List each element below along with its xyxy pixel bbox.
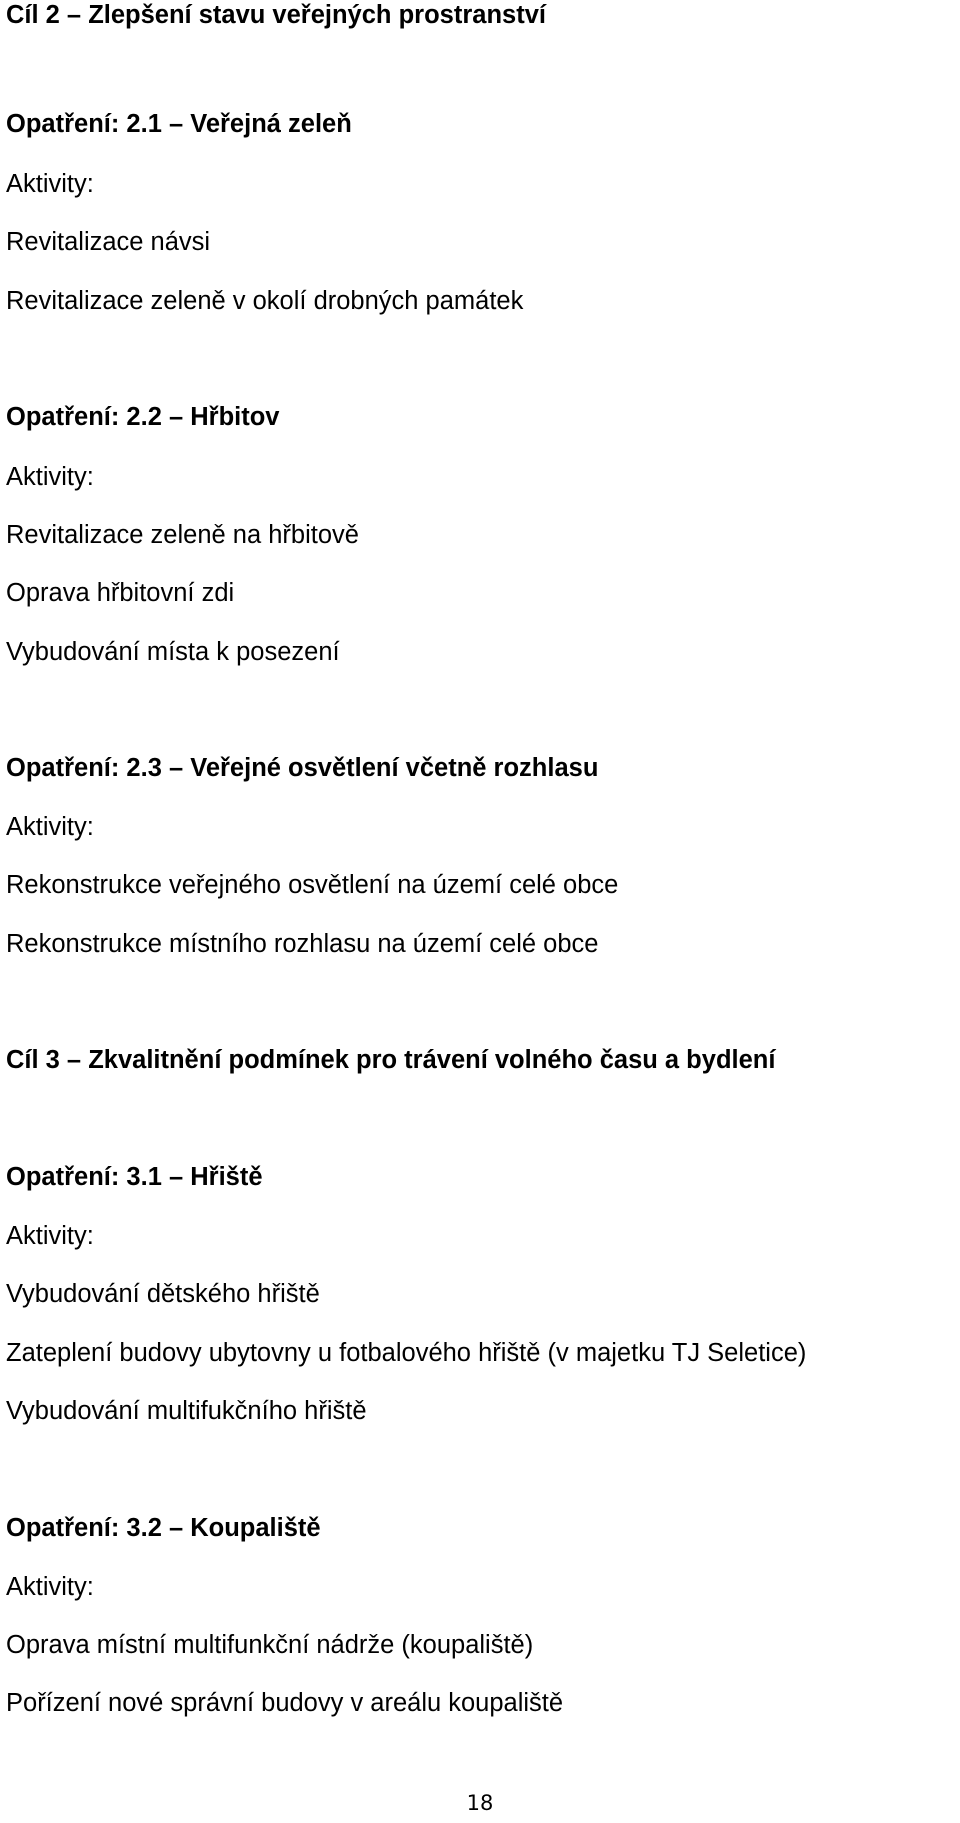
activity-item: Pořízení nové správní budovy v areálu koupaliště: [6, 1689, 564, 1717]
measure-2-1-title: Opatření: 2.1 – Veřejná zeleň: [6, 110, 352, 138]
page-number: 18: [466, 1791, 494, 1815]
activity-item: Vybudování místa k posezení: [6, 638, 340, 666]
measure-3-1-title: Opatření: 3.1 – Hřiště: [6, 1163, 263, 1191]
goal-2-heading: Cíl 2 – Zlepšení stavu veřejných prostranství: [6, 1, 546, 29]
goal-3-heading: Cíl 3 – Zkvalitnění podmínek pro trávení volného času a bydlení: [6, 1046, 776, 1074]
measure-3-1-activities-label: Aktivity:: [6, 1222, 94, 1250]
measure-3-2-title: Opatření: 3.2 – Koupaliště: [6, 1514, 321, 1542]
measure-2-3-activities-label: Aktivity:: [6, 813, 94, 841]
activity-item: Oprava hřbitovní zdi: [6, 579, 235, 607]
activity-item: Zateplení budovy ubytovny u fotbalového hřiště (v majetku TJ Seletice): [6, 1339, 807, 1367]
activity-item: Revitalizace zeleně na hřbitově: [6, 521, 359, 549]
measure-3-2-activities-label: Aktivity:: [6, 1573, 94, 1601]
measure-2-1-activities-label: Aktivity:: [6, 170, 94, 198]
activity-item: Revitalizace návsi: [6, 228, 211, 256]
activity-item: Revitalizace zeleně v okolí drobných památek: [6, 287, 524, 315]
measure-2-3-title: Opatření: 2.3 – Veřejné osvětlení včetně rozhlasu: [6, 754, 599, 782]
activity-item: Rekonstrukce veřejného osvětlení na území celé obce: [6, 871, 619, 899]
activity-item: Oprava místní multifunkční nádrže (koupaliště): [6, 1631, 534, 1659]
activity-item: Vybudování dětského hřiště: [6, 1280, 320, 1308]
activity-item: Vybudování multifukčního hřiště: [6, 1397, 367, 1425]
activity-item: Rekonstrukce místního rozhlasu na území celé obce: [6, 930, 599, 958]
measure-2-2-title: Opatření: 2.2 – Hřbitov: [6, 403, 280, 431]
measure-2-2-activities-label: Aktivity:: [6, 463, 94, 491]
